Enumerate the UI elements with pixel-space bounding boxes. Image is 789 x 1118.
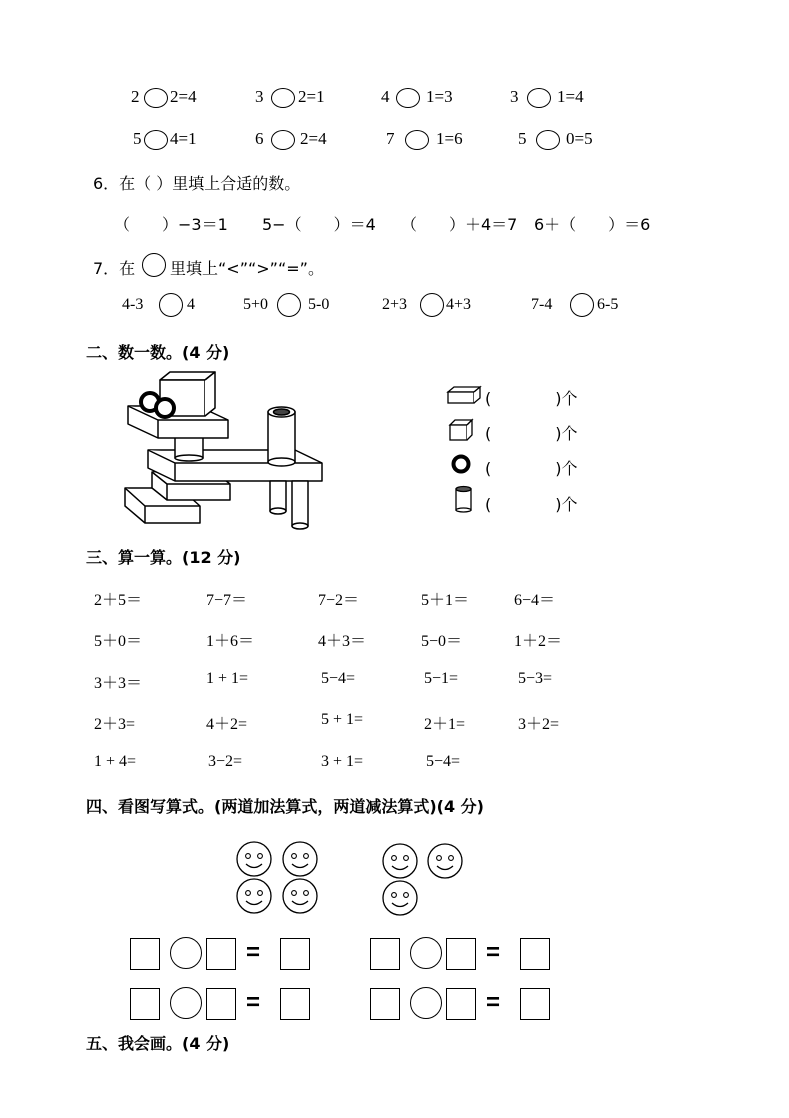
smiley-faces-image — [230, 838, 470, 920]
answer-circle[interactable] — [277, 293, 301, 317]
blocks-structure-image — [120, 368, 330, 533]
answer-oval[interactable] — [536, 130, 560, 150]
expr: 0=5 — [566, 129, 593, 148]
cuboid-icon — [446, 385, 482, 405]
fill-item[interactable]: 6＋（ ）＝6 — [534, 215, 651, 234]
section-2-title: 二、数一数。(4 分) — [86, 343, 230, 362]
num: 3 — [255, 87, 264, 106]
calc-item[interactable]: 3＋3＝ — [94, 675, 143, 692]
count-label[interactable]: ( )个 — [485, 424, 578, 443]
expr: 4+3 — [446, 296, 472, 313]
cylinder-icon — [454, 485, 474, 513]
answer-oval[interactable] — [144, 88, 168, 108]
calc-item[interactable]: 2＋5＝ — [94, 592, 143, 609]
fill-item[interactable]: （ ）＋4＝7 — [401, 215, 518, 234]
calc-item[interactable]: 7−2＝ — [318, 592, 360, 609]
calc-item[interactable]: 6−4＝ — [514, 592, 556, 609]
section-5-title: 五、我会画。(4 分) — [86, 1034, 230, 1053]
answer-box[interactable] — [206, 938, 236, 970]
calc-item[interactable]: 5−3= — [518, 670, 553, 687]
answer-circle[interactable] — [570, 293, 594, 317]
count-label[interactable]: ( )个 — [485, 495, 578, 514]
num: 7 — [386, 129, 395, 148]
calc-item[interactable]: 5＋1＝ — [421, 592, 470, 609]
answer-oval[interactable] — [271, 88, 295, 108]
sphere-icon — [451, 454, 471, 474]
expr: 5-0 — [308, 296, 330, 313]
equals-sign: = — [486, 939, 501, 966]
answer-box[interactable] — [370, 988, 400, 1020]
answer-box[interactable] — [130, 938, 160, 970]
calc-item[interactable]: 4＋2= — [206, 716, 248, 733]
expr: 6-5 — [597, 296, 619, 313]
num: 2 — [131, 87, 140, 106]
expr: 4 — [187, 296, 195, 313]
answer-oval[interactable] — [271, 130, 295, 150]
cube-icon — [448, 418, 474, 442]
expr: 2+3 — [382, 296, 408, 313]
operator-circle[interactable] — [410, 987, 442, 1019]
expr: 2=1 — [298, 87, 325, 106]
answer-oval[interactable] — [527, 88, 551, 108]
calc-item[interactable]: 5−4= — [321, 670, 356, 687]
operator-circle[interactable] — [170, 987, 202, 1019]
answer-box[interactable] — [280, 988, 310, 1020]
question-7-title-post: 里填上“<”“>”“=”。 — [170, 259, 324, 278]
answer-box[interactable] — [280, 938, 310, 970]
answer-circle[interactable] — [420, 293, 444, 317]
expr: 7-4 — [531, 296, 553, 313]
calc-item[interactable]: 7−7＝ — [206, 592, 248, 609]
count-label[interactable]: ( )个 — [485, 389, 578, 408]
answer-circle[interactable] — [159, 293, 183, 317]
expr: 1=4 — [557, 87, 584, 106]
answer-box[interactable] — [370, 938, 400, 970]
expr: 4=1 — [170, 129, 197, 148]
equals-sign: = — [246, 989, 261, 1016]
num: 3 — [510, 87, 519, 106]
expr: 1=6 — [436, 129, 463, 148]
count-label[interactable]: ( )个 — [485, 459, 578, 478]
fill-item[interactable]: 5−（ ）＝4 — [262, 215, 376, 234]
answer-box[interactable] — [520, 988, 550, 1020]
calc-item[interactable]: 3−2= — [208, 753, 243, 770]
answer-box[interactable] — [446, 988, 476, 1020]
operator-circle[interactable] — [170, 937, 202, 969]
answer-oval[interactable] — [396, 88, 420, 108]
answer-box[interactable] — [206, 988, 236, 1020]
calc-item[interactable]: 2＋3= — [94, 716, 136, 733]
expr: 4-3 — [122, 296, 144, 313]
expr: 2=4 — [300, 129, 327, 148]
num: 6 — [255, 129, 264, 148]
num: 5 — [518, 129, 527, 148]
circle-icon — [142, 253, 166, 277]
section-3-title: 三、算一算。(12 分) — [86, 548, 241, 567]
question-6-title: 6．在（ ）里填上合适的数。 — [93, 174, 301, 193]
expr: 2=4 — [170, 87, 197, 106]
num: 5 — [133, 129, 142, 148]
calc-item[interactable]: 2＋1= — [424, 716, 466, 733]
calc-item[interactable]: 1＋2＝ — [514, 633, 563, 650]
calc-item[interactable]: 5−1= — [424, 670, 459, 687]
answer-oval[interactable] — [405, 130, 429, 150]
expr: 1=3 — [426, 87, 453, 106]
question-7-title-pre: 7．在 — [93, 259, 136, 278]
calc-item[interactable]: 1 + 1= — [206, 670, 249, 687]
answer-box[interactable] — [520, 938, 550, 970]
section-4-title: 四、看图写算式。(两道加法算式，两道减法算式)(4 分) — [86, 797, 484, 816]
num: 4 — [381, 87, 390, 106]
equals-sign: = — [486, 989, 501, 1016]
calc-item[interactable]: 3 + 1= — [321, 753, 364, 770]
calc-item[interactable]: 3＋2= — [518, 716, 560, 733]
answer-box[interactable] — [130, 988, 160, 1020]
calc-item[interactable]: 5＋0＝ — [94, 633, 143, 650]
calc-item[interactable]: 5−0＝ — [421, 633, 463, 650]
calc-item[interactable]: 1 + 4= — [94, 753, 137, 770]
calc-item[interactable]: 4＋3＝ — [318, 633, 367, 650]
fill-item[interactable]: （ ）−3＝1 — [114, 215, 228, 234]
answer-box[interactable] — [446, 938, 476, 970]
calc-item[interactable]: 5 + 1= — [321, 711, 364, 728]
equals-sign: = — [246, 939, 261, 966]
calc-item[interactable]: 1＋6＝ — [206, 633, 255, 650]
operator-circle[interactable] — [410, 937, 442, 969]
expr: 5+0 — [243, 296, 269, 313]
answer-oval[interactable] — [144, 130, 168, 150]
calc-item[interactable]: 5−4= — [426, 753, 461, 770]
